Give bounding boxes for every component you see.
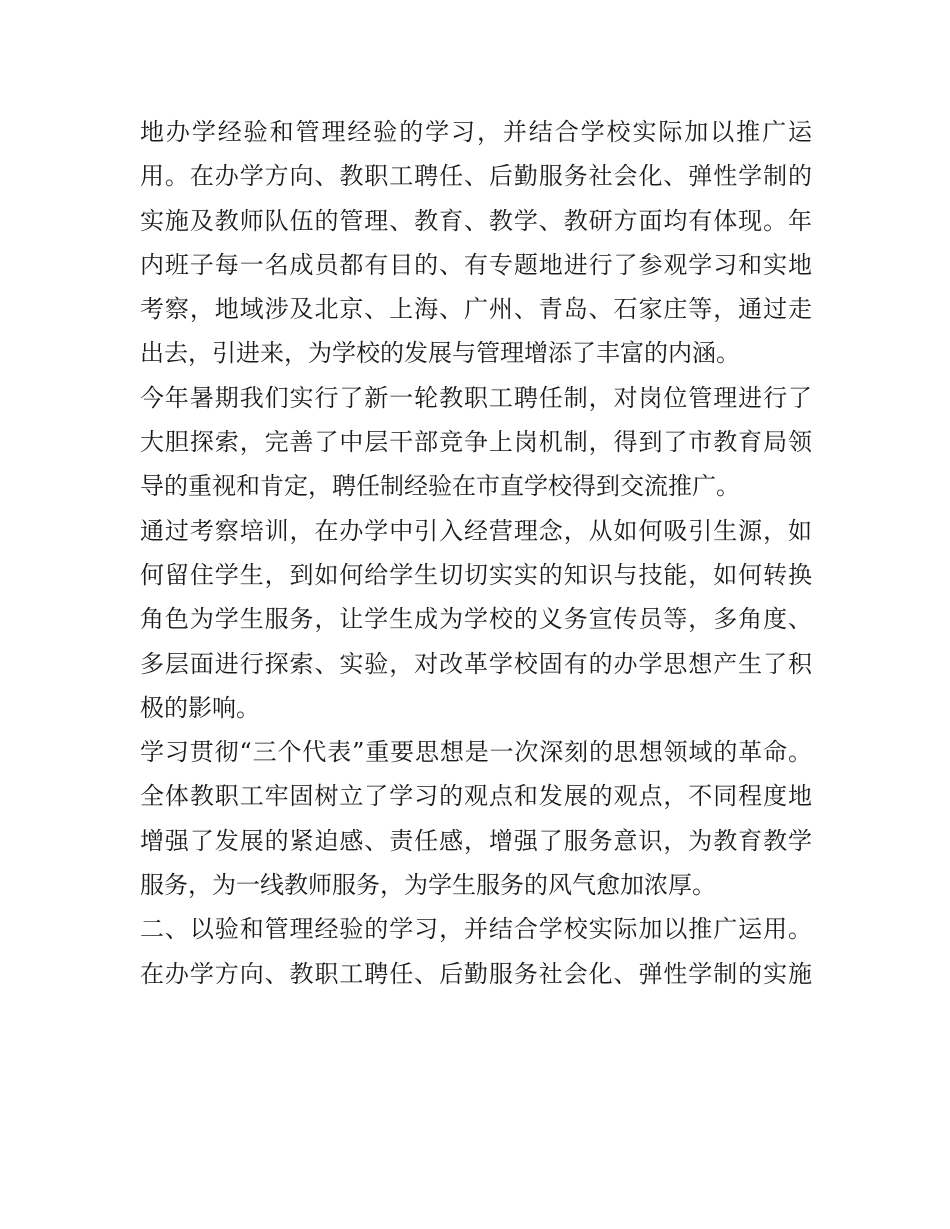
- text-line: 大胆探索，完善了中层干部竞争上岗机制，得到了市教育局领: [140, 428, 812, 457]
- text-line: 多层面进行探索、实验，对改革学校固有的办学思想产生了积: [140, 649, 812, 678]
- text-line: 学习贯彻“三个代表”重要思想是一次深刻的思想领域的革命。: [140, 738, 812, 767]
- text-line: 二、以验和管理经验的学习，并结合学校实际加以推广运用。: [140, 915, 812, 944]
- text-line: 增强了发展的紧迫感、责任感，增强了服务意识，为教育教学: [140, 826, 812, 855]
- text-line: 考察，地域涉及北京、上海、广州、青岛、石家庄等，通过走: [140, 295, 812, 324]
- text-line: 在办学方向、教职工聘任、后勤服务社会化、弹性学制的实施: [140, 959, 812, 988]
- text-line: 内班子每一名成员都有目的、有专题地进行了参观学习和实地: [140, 250, 812, 279]
- text-line: 导的重视和肯定，聘任制经验在市直学校得到交流推广。: [140, 472, 740, 501]
- text-line: 用。在办学方向、教职工聘任、后勤服务社会化、弹性学制的: [140, 162, 812, 191]
- text-line: 通过考察培训，在办学中引入经营理念，从如何吸引生源，如: [140, 516, 812, 545]
- body-text: [140, 110, 812, 996]
- text-line: 今年暑期我们实行了新一轮教职工聘任制，对岗位管理进行了: [140, 383, 812, 412]
- text-line: 极的影响。: [140, 693, 260, 722]
- text-line: 出去，引进来，为学校的发展与管理增添了丰富的内涵。: [140, 339, 740, 368]
- text-line: 服务，为一线教师服务，为学生服务的风气愈加浓厚。: [140, 871, 716, 900]
- text-line: 全体教职工牢固树立了学习的观点和发展的观点，不同程度地: [140, 782, 812, 811]
- text-line: 地办学经验和管理经验的学习，并结合学校实际加以推广运: [140, 118, 812, 146]
- text-line: 何留住学生，到如何给学生切切实实的知识与技能，如何转换: [140, 560, 812, 589]
- text-line: 角色为学生服务，让学生成为学校的义务宣传员等，多角度、: [140, 605, 812, 634]
- text-line: 实施及教师队伍的管理、教育、教学、教研方面均有体现。年: [140, 206, 812, 235]
